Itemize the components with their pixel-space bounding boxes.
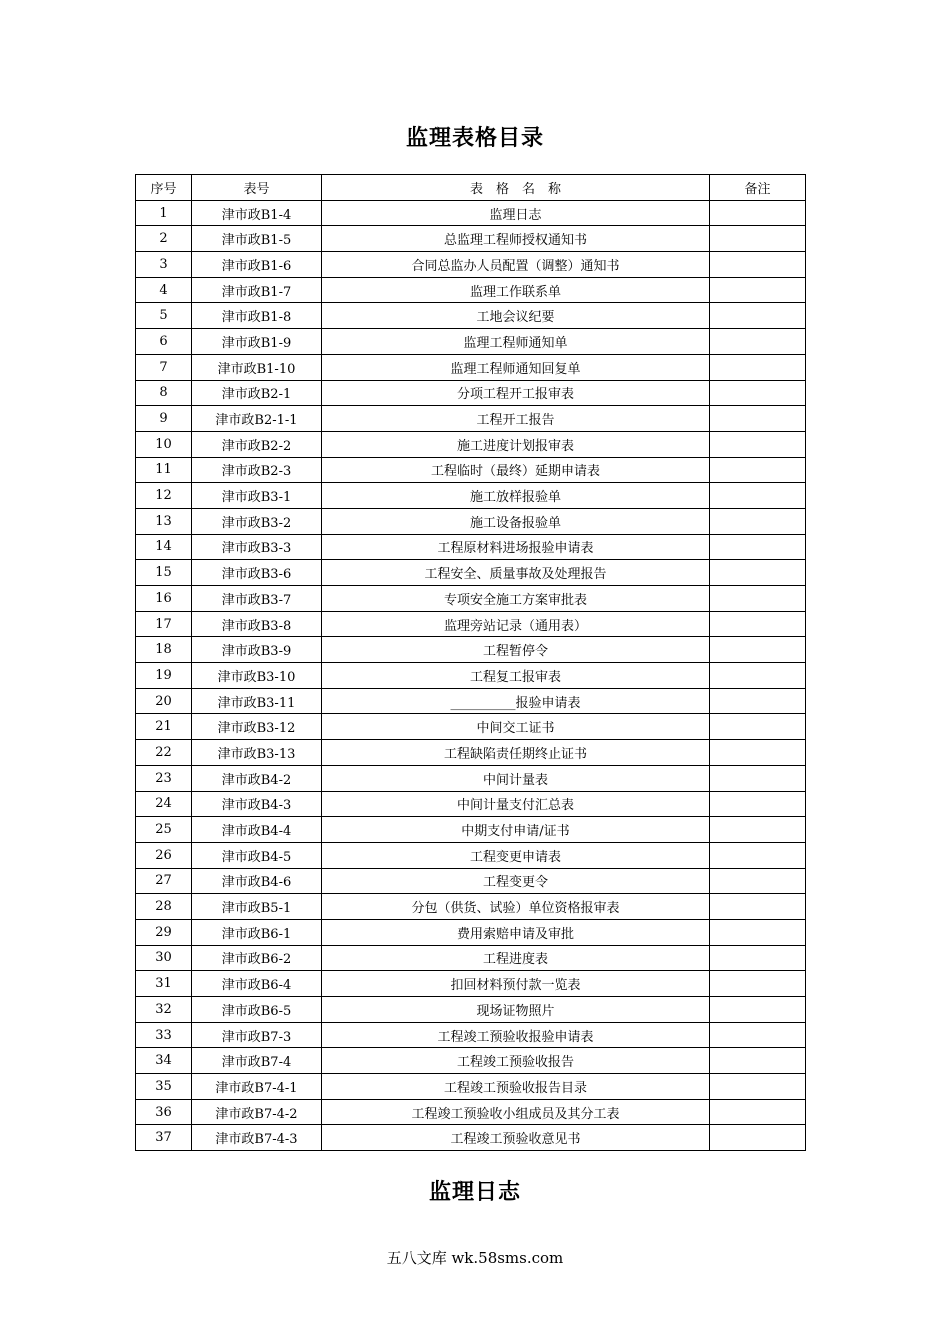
cell-remarks	[710, 688, 806, 714]
cell-seq: 9	[136, 406, 192, 432]
table-row	[136, 200, 806, 226]
table-row	[136, 611, 806, 637]
cell-remarks	[710, 611, 806, 637]
cell-seq: 10	[136, 431, 192, 457]
cell-code: 津市政B4-6	[192, 868, 322, 894]
cell-code: 津市政B4-3	[192, 791, 322, 817]
cell-form-name: 工程进度表	[322, 945, 710, 971]
cell-code: 津市政B6-2	[192, 945, 322, 971]
cell-remarks	[710, 842, 806, 868]
table-row	[136, 817, 806, 843]
table-row	[136, 971, 806, 997]
cell-form-name: 现场证物照片	[322, 997, 710, 1023]
cell-seq: 29	[136, 919, 192, 945]
cell-seq: 20	[136, 688, 192, 714]
table-body	[136, 200, 806, 1150]
table-row	[136, 483, 806, 509]
cell-seq: 5	[136, 303, 192, 329]
cell-form-name: 工程竣工预验收意见书	[322, 1125, 710, 1151]
cell-form-name: 分包（供货、试验）单位资格报审表	[322, 894, 710, 920]
cell-form-name: 工程变更申请表	[322, 842, 710, 868]
cell-code: 津市政B2-1-1	[192, 406, 322, 432]
cell-form-name: 中间计量支付汇总表	[322, 791, 710, 817]
cell-code: 津市政B3-3	[192, 534, 322, 560]
table-row	[136, 945, 806, 971]
cell-form-name: 工程安全、质量事故及处理报告	[322, 560, 710, 586]
cell-code: 津市政B4-5	[192, 842, 322, 868]
table-row	[136, 997, 806, 1023]
cell-remarks	[710, 329, 806, 355]
table-row	[136, 508, 806, 534]
cell-code: 津市政B1-8	[192, 303, 322, 329]
table-row	[136, 277, 806, 303]
cell-seq: 28	[136, 894, 192, 920]
cell-seq: 19	[136, 663, 192, 689]
table-row	[136, 534, 806, 560]
table-row	[136, 740, 806, 766]
cell-remarks	[710, 380, 806, 406]
cell-remarks	[710, 508, 806, 534]
cell-seq: 22	[136, 740, 192, 766]
cell-seq: 34	[136, 1048, 192, 1074]
cell-remarks	[710, 971, 806, 997]
table-row	[136, 637, 806, 663]
header-seq: 序号	[136, 175, 192, 201]
cell-seq: 7	[136, 354, 192, 380]
cell-remarks	[710, 431, 806, 457]
cell-code: 津市政B3-1	[192, 483, 322, 509]
cell-form-name: 工地会议纪要	[322, 303, 710, 329]
cell-form-name: 工程临时（最终）延期申请表	[322, 457, 710, 483]
cell-code: 津市政B3-8	[192, 611, 322, 637]
cell-seq: 37	[136, 1125, 192, 1151]
cell-seq: 21	[136, 714, 192, 740]
cell-code: 津市政B5-1	[192, 894, 322, 920]
cell-form-name: 费用索赔申请及审批	[322, 919, 710, 945]
table-row	[136, 1074, 806, 1100]
cell-form-name: 工程原材料进场报验申请表	[322, 534, 710, 560]
cell-remarks	[710, 1048, 806, 1074]
cell-seq: 3	[136, 252, 192, 278]
cell-code: 津市政B1-5	[192, 226, 322, 252]
cell-code: 津市政B7-3	[192, 1022, 322, 1048]
cell-remarks	[710, 1074, 806, 1100]
cell-form-name: 工程暂停令	[322, 637, 710, 663]
cell-seq: 16	[136, 586, 192, 612]
cell-remarks	[710, 791, 806, 817]
table-row	[136, 252, 806, 278]
table-row	[136, 431, 806, 457]
cell-form-name: 中期支付申请/证书	[322, 817, 710, 843]
cell-code: 津市政B1-10	[192, 354, 322, 380]
table-row	[136, 354, 806, 380]
table-row	[136, 842, 806, 868]
cell-form-name: 中间计量表	[322, 765, 710, 791]
cell-seq: 12	[136, 483, 192, 509]
cell-form-name: 施工进度计划报审表	[322, 431, 710, 457]
cell-code: 津市政B3-6	[192, 560, 322, 586]
footer-watermark: 五八文库 wk.58sms.com	[386, 1249, 564, 1267]
cell-form-name: 扣回材料预付款一览表	[322, 971, 710, 997]
cell-seq: 31	[136, 971, 192, 997]
page-title: 监理表格目录	[405, 126, 544, 151]
table-row	[136, 1022, 806, 1048]
cell-code: 津市政B7-4-2	[192, 1099, 322, 1125]
cell-code: 津市政B3-7	[192, 586, 322, 612]
cell-remarks	[710, 354, 806, 380]
cell-form-name: __________报验申请表	[322, 688, 710, 714]
cell-remarks	[710, 997, 806, 1023]
table-header-row	[136, 175, 806, 201]
cell-seq: 24	[136, 791, 192, 817]
table-row	[136, 894, 806, 920]
table-row	[136, 1125, 806, 1151]
cell-remarks	[710, 1022, 806, 1048]
cell-seq: 36	[136, 1099, 192, 1125]
cell-remarks	[710, 740, 806, 766]
cell-code: 津市政B7-4	[192, 1048, 322, 1074]
section-title: 监理日志	[428, 1180, 521, 1205]
header-remarks: 备注	[710, 175, 806, 201]
table-row	[136, 765, 806, 791]
cell-code: 津市政B3-9	[192, 637, 322, 663]
cell-code: 津市政B1-7	[192, 277, 322, 303]
cell-remarks	[710, 637, 806, 663]
cell-form-name: 工程变更令	[322, 868, 710, 894]
cell-remarks	[710, 586, 806, 612]
cell-remarks	[710, 252, 806, 278]
cell-code: 津市政B6-5	[192, 997, 322, 1023]
cell-code: 津市政B3-12	[192, 714, 322, 740]
cell-code: 津市政B1-4	[192, 200, 322, 226]
cell-form-name: 工程竣工预验收小组成员及其分工表	[322, 1099, 710, 1125]
cell-code: 津市政B4-4	[192, 817, 322, 843]
cell-form-name: 专项安全施工方案审批表	[322, 586, 710, 612]
cell-form-name: 工程复工报审表	[322, 663, 710, 689]
cell-remarks	[710, 714, 806, 740]
cell-code: 津市政B7-4-3	[192, 1125, 322, 1151]
header-code: 表号	[192, 175, 322, 201]
cell-code: 津市政B2-3	[192, 457, 322, 483]
cell-form-name: 总监理工程师授权通知书	[322, 226, 710, 252]
table-row	[136, 226, 806, 252]
cell-code: 津市政B4-2	[192, 765, 322, 791]
cell-form-name: 监理工程师通知单	[322, 329, 710, 355]
cell-seq: 33	[136, 1022, 192, 1048]
cell-seq: 13	[136, 508, 192, 534]
cell-remarks	[710, 226, 806, 252]
cell-seq: 6	[136, 329, 192, 355]
cell-code: 津市政B2-1	[192, 380, 322, 406]
cell-form-name: 施工放样报验单	[322, 483, 710, 509]
table-row	[136, 303, 806, 329]
cell-form-name: 工程缺陷责任期终止证书	[322, 740, 710, 766]
cell-form-name: 监理旁站记录（通用表）	[322, 611, 710, 637]
cell-seq: 8	[136, 380, 192, 406]
cell-form-name: 工程竣工预验收报告目录	[322, 1074, 710, 1100]
header-form-name: 表 格 名 称	[322, 175, 710, 201]
cell-seq: 17	[136, 611, 192, 637]
table-row	[136, 560, 806, 586]
cell-code: 津市政B3-10	[192, 663, 322, 689]
cell-seq: 11	[136, 457, 192, 483]
cell-remarks	[710, 868, 806, 894]
cell-form-name: 监理工作联系单	[322, 277, 710, 303]
cell-form-name: 监理日志	[322, 200, 710, 226]
cell-form-name: 分项工程开工报审表	[322, 380, 710, 406]
cell-seq: 35	[136, 1074, 192, 1100]
cell-seq: 1	[136, 200, 192, 226]
cell-code: 津市政B6-1	[192, 919, 322, 945]
cell-remarks	[710, 663, 806, 689]
cell-seq: 15	[136, 560, 192, 586]
cell-remarks	[710, 945, 806, 971]
table-row	[136, 714, 806, 740]
table-row	[136, 406, 806, 432]
table-row	[136, 457, 806, 483]
cell-seq: 25	[136, 817, 192, 843]
cell-remarks	[710, 560, 806, 586]
cell-form-name: 中间交工证书	[322, 714, 710, 740]
cell-seq: 14	[136, 534, 192, 560]
cell-remarks	[710, 919, 806, 945]
cell-seq: 27	[136, 868, 192, 894]
table-row	[136, 329, 806, 355]
cell-remarks	[710, 277, 806, 303]
cell-remarks	[710, 1125, 806, 1151]
cell-code: 津市政B2-2	[192, 431, 322, 457]
cell-form-name: 工程开工报告	[322, 406, 710, 432]
cell-seq: 30	[136, 945, 192, 971]
table-row	[136, 586, 806, 612]
table-row	[136, 791, 806, 817]
cell-seq: 2	[136, 226, 192, 252]
cell-remarks	[710, 894, 806, 920]
cell-form-name: 施工设备报验单	[322, 508, 710, 534]
cell-remarks	[710, 457, 806, 483]
cell-form-name: 工程竣工预验收报告	[322, 1048, 710, 1074]
cell-form-name: 合同总监办人员配置（调整）通知书	[322, 252, 710, 278]
table-row	[136, 919, 806, 945]
cell-remarks	[710, 817, 806, 843]
cell-code: 津市政B3-11	[192, 688, 322, 714]
table-row	[136, 688, 806, 714]
cell-remarks	[710, 200, 806, 226]
cell-form-name: 工程竣工预验收报验申请表	[322, 1022, 710, 1048]
cell-remarks	[710, 483, 806, 509]
cell-seq: 26	[136, 842, 192, 868]
table-row	[136, 380, 806, 406]
cell-code: 津市政B3-13	[192, 740, 322, 766]
cell-seq: 4	[136, 277, 192, 303]
table-row	[136, 663, 806, 689]
cell-code: 津市政B1-6	[192, 252, 322, 278]
cell-seq: 32	[136, 997, 192, 1023]
cell-remarks	[710, 765, 806, 791]
cell-remarks	[710, 303, 806, 329]
table-row	[136, 1099, 806, 1125]
forms-index-table	[135, 174, 806, 1151]
cell-remarks	[710, 534, 806, 560]
cell-code: 津市政B3-2	[192, 508, 322, 534]
cell-seq: 23	[136, 765, 192, 791]
cell-code: 津市政B6-4	[192, 971, 322, 997]
cell-code: 津市政B1-9	[192, 329, 322, 355]
cell-code: 津市政B7-4-1	[192, 1074, 322, 1100]
cell-seq: 18	[136, 637, 192, 663]
cell-remarks	[710, 1099, 806, 1125]
table-row	[136, 1048, 806, 1074]
cell-remarks	[710, 406, 806, 432]
table-row	[136, 868, 806, 894]
cell-form-name: 监理工程师通知回复单	[322, 354, 710, 380]
